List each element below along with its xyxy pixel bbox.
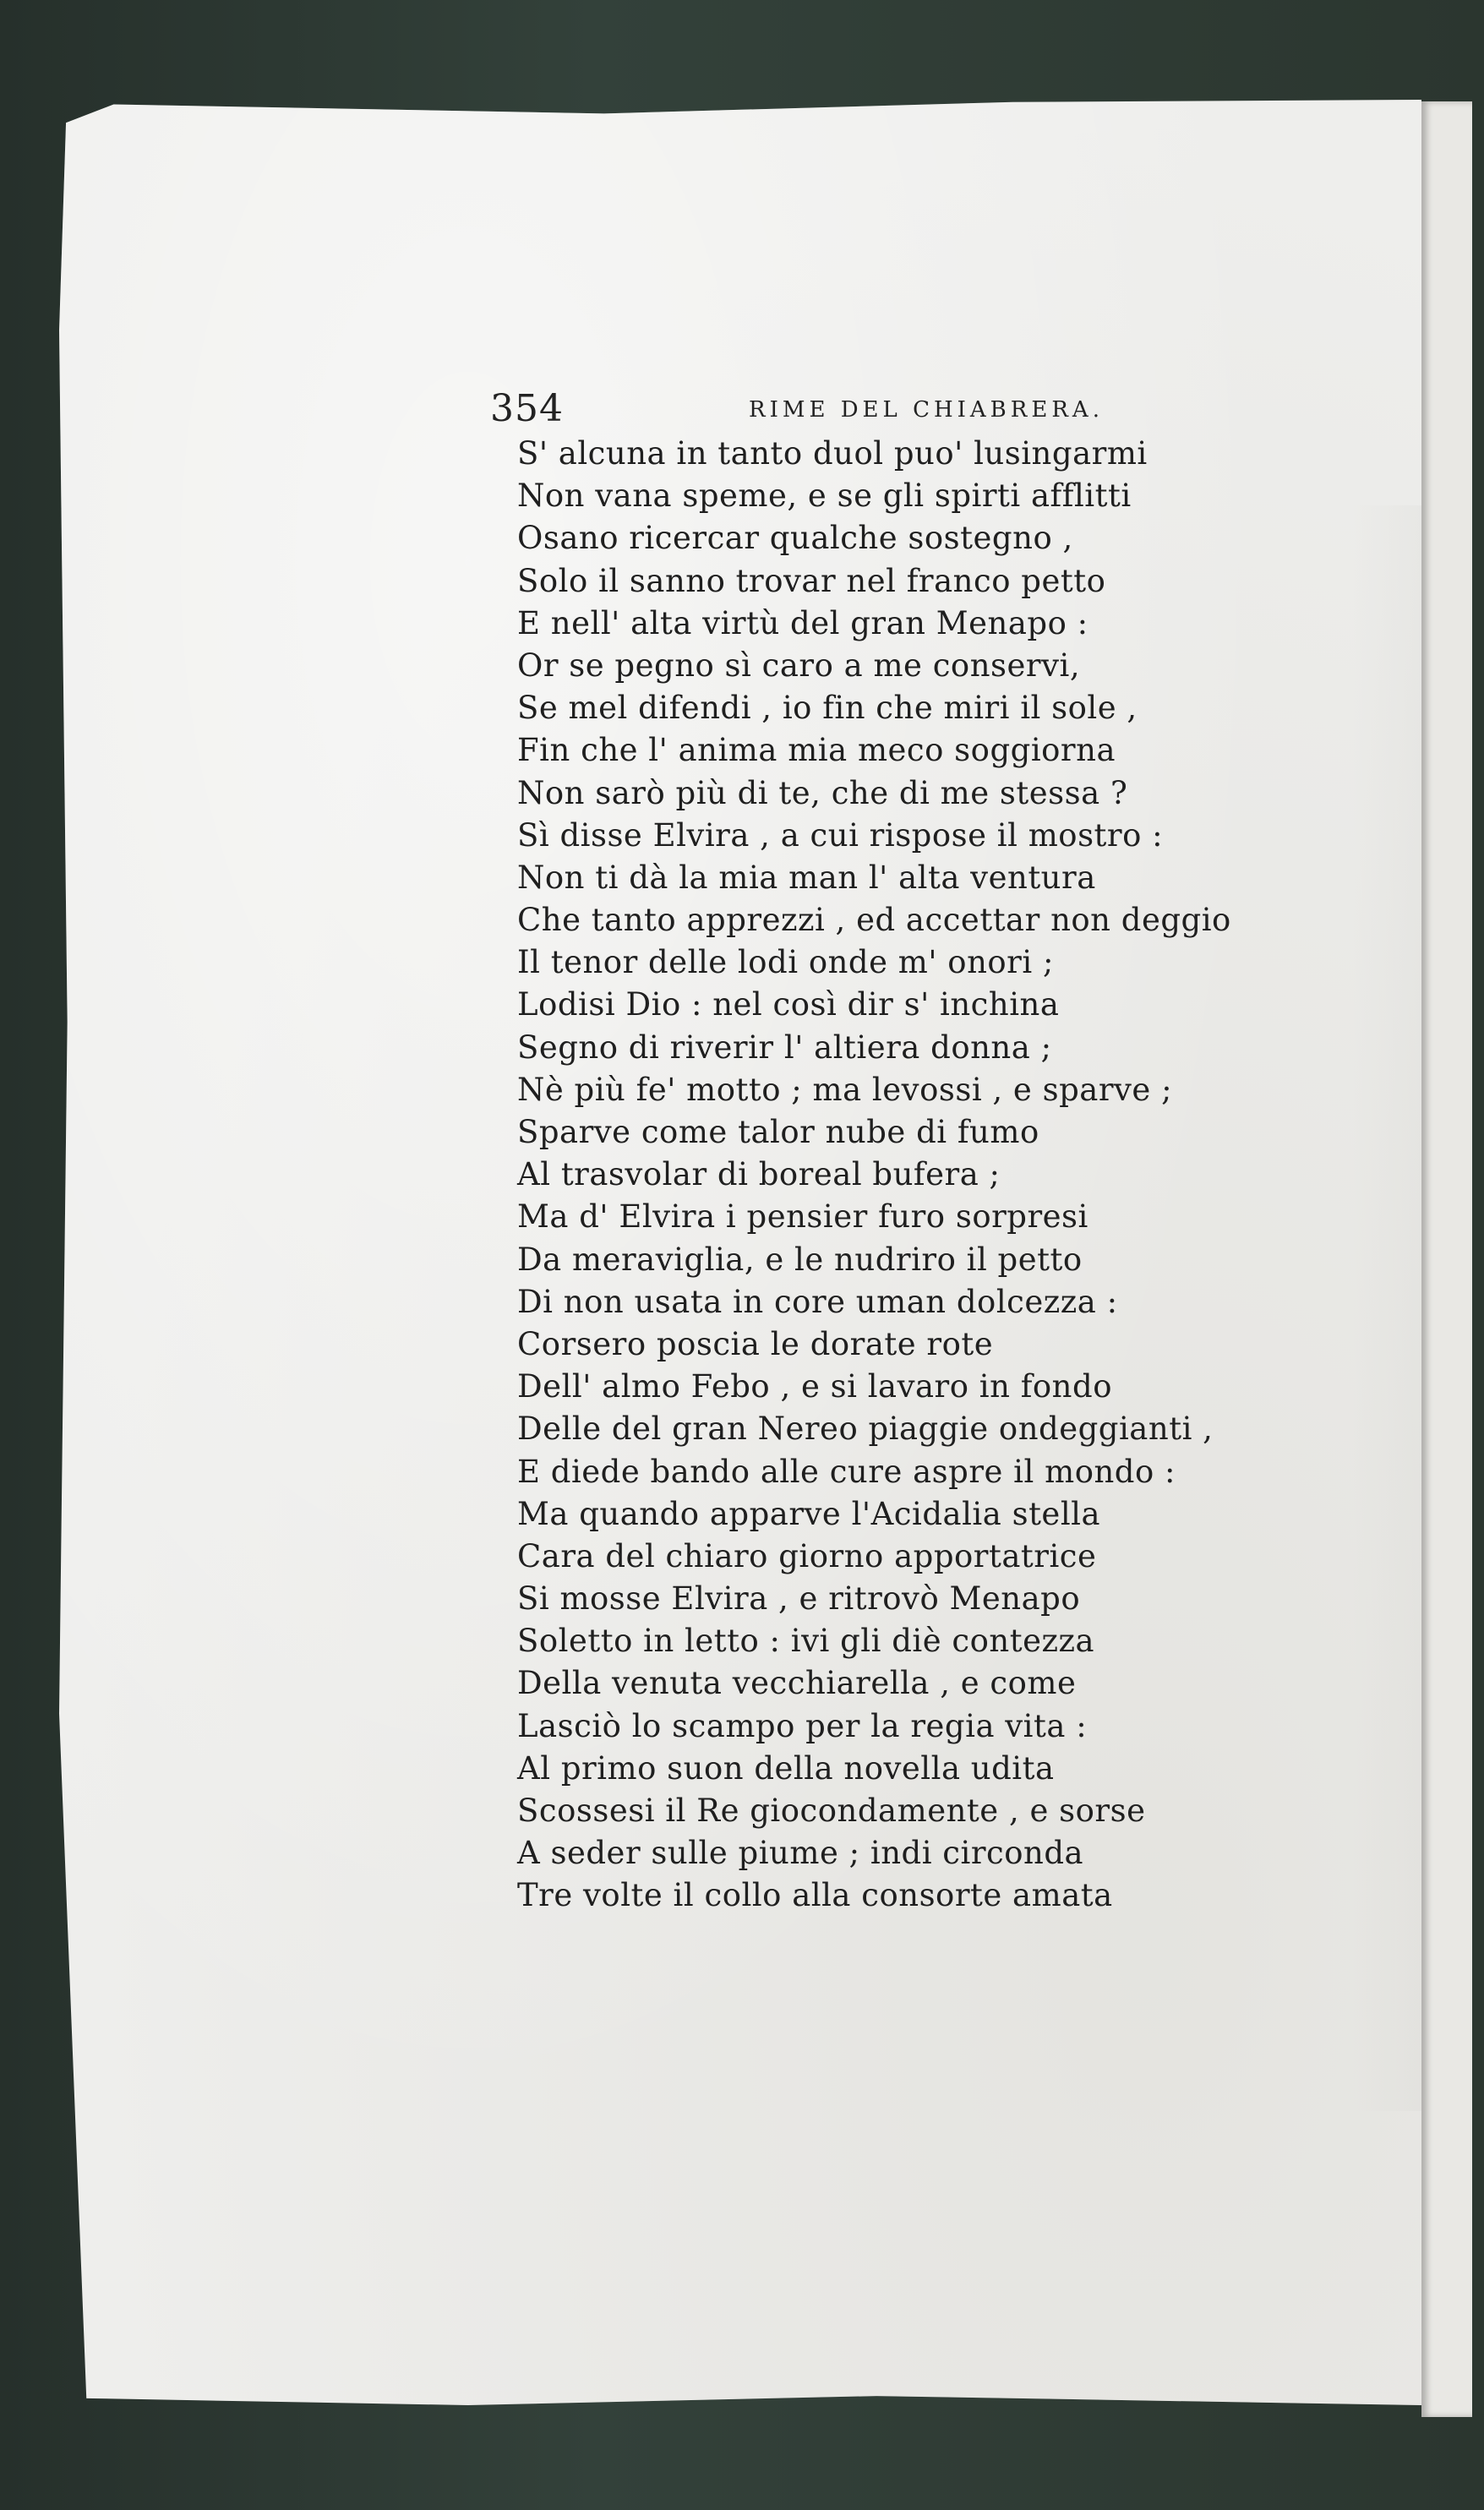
- verse-line: Solo il sanno trovar nel franco petto: [517, 562, 1106, 599]
- verse-line: Il tenor delle lodi onde m' onori ;: [517, 944, 1054, 981]
- verse-line: Dell' almo Febo , e si lavaro in fondo: [517, 1368, 1112, 1405]
- verse-line: Delle del gran Nereo piaggie ondeggianti ,: [517, 1411, 1214, 1448]
- verse-line: Della venuta vecchiarella , e come: [517, 1665, 1077, 1702]
- verse-line: E diede bando alle cure aspre il mondo :: [517, 1453, 1176, 1490]
- poem-verses: [517, 433, 1362, 1918]
- verse-line: Cara del chiaro giorno apportatrice: [517, 1537, 1097, 1574]
- verse-line: Sparve come talor nube di fumo: [517, 1114, 1039, 1150]
- verse-line: Tre volte il collo alla consorte amata: [517, 1877, 1113, 1914]
- verse-line: Fin che l' anima mia meco soggiorna: [517, 732, 1116, 769]
- verse-line: Segno di riverir l' altiera donna ;: [517, 1029, 1052, 1066]
- page-number: 354: [490, 387, 564, 430]
- verse-line: E nell' alta virtù del gran Menapo :: [517, 604, 1088, 641]
- facing-page-edge: [1421, 101, 1472, 2417]
- verse-line: Al trasvolar di boreal bufera ;: [517, 1156, 1001, 1193]
- verse-line: Non vana speme, e se gli spirti afflitti: [517, 477, 1132, 515]
- verse-line: Nè più fe' motto ; ma levossi , e sparve ;: [517, 1071, 1173, 1108]
- running-title: RIME DEL CHIABRERA.: [749, 397, 1104, 423]
- verse-line: Ma d' Elvira i pensier furo sorpresi: [517, 1198, 1088, 1236]
- verse-line: Or se pegno sì caro a me conservi,: [517, 647, 1081, 684]
- verse-line: Osano ricercar qualche sostegno ,: [517, 520, 1073, 557]
- verse-line: Si mosse Elvira , e ritrovò Menapo: [517, 1580, 1081, 1618]
- verse-line: Soletto in letto : ivi gli diè contezza: [517, 1623, 1095, 1660]
- verse-line: Lodisi Dio : nel così dir s' inchina: [517, 986, 1060, 1023]
- verse-line: Che tanto apprezzi , ed accettar non deggio: [517, 902, 1231, 939]
- verse-line: S' alcuna in tanto duol puo' lusingarmi: [517, 435, 1148, 472]
- verse-line: Sì disse Elvira , a cui rispose il mostro :: [517, 816, 1164, 854]
- verse-line: Non sarò più di te, che di me stessa ?: [517, 774, 1128, 811]
- verse-line: Corsero poscia le dorate rote: [517, 1325, 994, 1362]
- verse-line: Se mel difendi , io fin che miri il sole ,: [517, 690, 1138, 727]
- verse-line: Al primo suon della novella udita: [517, 1749, 1055, 1787]
- verse-line: A seder sulle piume ; indi circonda: [517, 1835, 1084, 1872]
- verse-line: Ma quando apparve l'Acidalia stella: [517, 1495, 1101, 1532]
- verse-line: Di non usata in core uman dolcezza :: [517, 1283, 1118, 1320]
- verse-line: Lasciò lo scampo per la regia vita :: [517, 1707, 1088, 1744]
- verse-line: Scossesi il Re giocondamente , e sorse: [517, 1792, 1146, 1829]
- verse-line: Non ti dà la mia man l' alta ventura: [517, 859, 1096, 896]
- verse-line: Da meraviglia, e le nudriro il petto: [517, 1241, 1083, 1278]
